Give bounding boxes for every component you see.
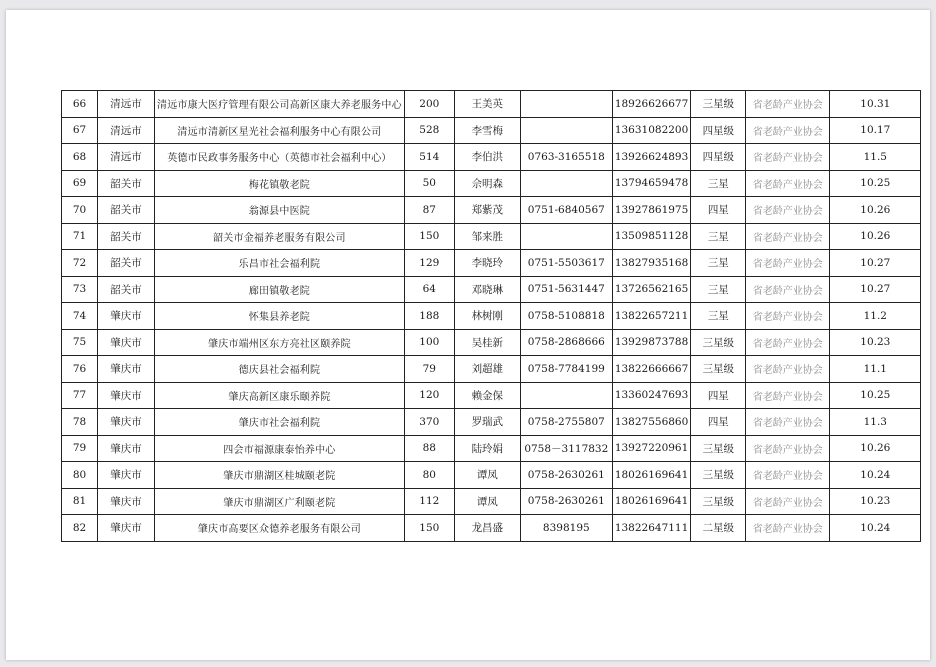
table-row: [62, 329, 921, 356]
mobile-cell: 13509851128: [612, 223, 691, 250]
contact-person-cell: 邓晓琳: [454, 276, 520, 303]
landline-cell: 0751-5503617: [520, 250, 612, 277]
star-rating-cell: 四星级: [691, 144, 746, 171]
city-cell: 肇庆市: [98, 488, 155, 515]
date-cell: 10.27: [830, 250, 921, 277]
contact-person-cell: 李雪梅: [454, 117, 520, 144]
star-rating-cell: 三星级: [691, 435, 746, 462]
facility-name-cell: 廊田镇敬老院: [155, 276, 405, 303]
row-number: 81: [62, 488, 98, 515]
table-row: [62, 223, 921, 250]
facility-rating-table: [61, 90, 921, 542]
star-rating-cell: 三星: [691, 170, 746, 197]
landline-cell: [520, 170, 612, 197]
mobile-cell: 13927861975: [612, 197, 691, 224]
mobile-cell: 13726562165: [612, 276, 691, 303]
city-cell: 肇庆市: [98, 382, 155, 409]
star-rating-cell: 二星级: [691, 515, 746, 542]
star-rating-cell: 三星级: [691, 91, 746, 118]
mobile-cell: 18026169641: [612, 488, 691, 515]
date-cell: 10.25: [830, 382, 921, 409]
mobile-cell: 13822657211: [612, 303, 691, 330]
date-cell: 10.26: [830, 197, 921, 224]
contact-person-cell: 佘明森: [454, 170, 520, 197]
landline-cell: 0758-5108818: [520, 303, 612, 330]
row-number: 80: [62, 462, 98, 489]
bed-count-cell: 120: [404, 382, 454, 409]
date-cell: 11.5: [830, 144, 921, 171]
row-number: 73: [62, 276, 98, 303]
date-cell: 10.31: [830, 91, 921, 118]
assessing-org-cell: 省老龄产业协会: [746, 91, 830, 118]
bed-count-cell: 129: [404, 250, 454, 277]
row-number: 77: [62, 382, 98, 409]
contact-person-cell: 林树刚: [454, 303, 520, 330]
bed-count-cell: 88: [404, 435, 454, 462]
star-rating-cell: 三星: [691, 303, 746, 330]
facility-name-cell: 清远市清新区星光社会福利服务中心有限公司: [155, 117, 405, 144]
contact-person-cell: 谭凤: [454, 488, 520, 515]
document-page: [6, 10, 930, 660]
contact-person-cell: 谭凤: [454, 462, 520, 489]
table-row: [62, 409, 921, 436]
city-cell: 肇庆市: [98, 409, 155, 436]
star-rating-cell: 三星级: [691, 329, 746, 356]
row-number: 78: [62, 409, 98, 436]
row-number: 67: [62, 117, 98, 144]
contact-person-cell: 刘超雄: [454, 356, 520, 383]
contact-person-cell: 郑紫茂: [454, 197, 520, 224]
bed-count-cell: 150: [404, 515, 454, 542]
landline-cell: 0758-2630261: [520, 488, 612, 515]
city-cell: 肇庆市: [98, 515, 155, 542]
row-number: 68: [62, 144, 98, 171]
assessing-org-cell: 省老龄产业协会: [746, 144, 830, 171]
bed-count-cell: 50: [404, 170, 454, 197]
facility-name-cell: 肇庆市端州区东方亮社区颐养院: [155, 329, 405, 356]
star-rating-cell: 三星级: [691, 488, 746, 515]
assessing-org-cell: 省老龄产业协会: [746, 435, 830, 462]
table-row: [62, 117, 921, 144]
landline-cell: [520, 223, 612, 250]
bed-count-cell: 87: [404, 197, 454, 224]
row-number: 74: [62, 303, 98, 330]
table-row: [62, 303, 921, 330]
assessing-org-cell: 省老龄产业协会: [746, 515, 830, 542]
assessing-org-cell: 省老龄产业协会: [746, 356, 830, 383]
table-row: [62, 197, 921, 224]
row-number: 75: [62, 329, 98, 356]
assessing-org-cell: 省老龄产业协会: [746, 117, 830, 144]
date-cell: 10.17: [830, 117, 921, 144]
bed-count-cell: 514: [404, 144, 454, 171]
contact-person-cell: 赖金保: [454, 382, 520, 409]
city-cell: 肇庆市: [98, 435, 155, 462]
facility-name-cell: 清远市康大医疗管理有限公司高新区康大养老服务中心: [155, 91, 405, 118]
contact-person-cell: 李伯洪: [454, 144, 520, 171]
landline-cell: [520, 382, 612, 409]
row-number: 76: [62, 356, 98, 383]
assessing-org-cell: 省老龄产业协会: [746, 488, 830, 515]
contact-person-cell: 罗瑞武: [454, 409, 520, 436]
table-row: [62, 276, 921, 303]
table-row: [62, 144, 921, 171]
facility-name-cell: 肇庆高新区康乐颐养院: [155, 382, 405, 409]
city-cell: 清远市: [98, 117, 155, 144]
landline-cell: 0758-2630261: [520, 462, 612, 489]
mobile-cell: 13929873788: [612, 329, 691, 356]
date-cell: 11.2: [830, 303, 921, 330]
facility-name-cell: 四会市福源康泰怡养中心: [155, 435, 405, 462]
date-cell: 10.25: [830, 170, 921, 197]
facility-name-cell: 怀集县养老院: [155, 303, 405, 330]
mobile-cell: 13927220961: [612, 435, 691, 462]
facility-name-cell: 翁源县中医院: [155, 197, 405, 224]
facility-name-cell: 肇庆市高要区众德养老服务有限公司: [155, 515, 405, 542]
date-cell: 10.26: [830, 223, 921, 250]
star-rating-cell: 四星: [691, 409, 746, 436]
mobile-cell: 13360247693: [612, 382, 691, 409]
assessing-org-cell: 省老龄产业协会: [746, 250, 830, 277]
city-cell: 肇庆市: [98, 356, 155, 383]
row-number: 70: [62, 197, 98, 224]
star-rating-cell: 三星: [691, 223, 746, 250]
city-cell: 韶关市: [98, 170, 155, 197]
mobile-cell: 18026169641: [612, 462, 691, 489]
table-row: [62, 515, 921, 542]
landline-cell: [520, 117, 612, 144]
bed-count-cell: 200: [404, 91, 454, 118]
contact-person-cell: 李晓玲: [454, 250, 520, 277]
bed-count-cell: 188: [404, 303, 454, 330]
contact-person-cell: 王美英: [454, 91, 520, 118]
date-cell: 10.24: [830, 515, 921, 542]
star-rating-cell: 三星级: [691, 462, 746, 489]
date-cell: 11.1: [830, 356, 921, 383]
assessing-org-cell: 省老龄产业协会: [746, 223, 830, 250]
facility-name-cell: 梅花镇敬老院: [155, 170, 405, 197]
table-row: [62, 488, 921, 515]
city-cell: 韶关市: [98, 276, 155, 303]
landline-cell: 0758-2755807: [520, 409, 612, 436]
table-row: [62, 170, 921, 197]
table-row: [62, 435, 921, 462]
date-cell: 10.24: [830, 462, 921, 489]
assessing-org-cell: 省老龄产业协会: [746, 303, 830, 330]
assessing-org-cell: 省老龄产业协会: [746, 462, 830, 489]
bed-count-cell: 528: [404, 117, 454, 144]
star-rating-cell: 三星: [691, 250, 746, 277]
city-cell: 韶关市: [98, 223, 155, 250]
mobile-cell: 13631082200: [612, 117, 691, 144]
assessing-org-cell: 省老龄产业协会: [746, 329, 830, 356]
city-cell: 韶关市: [98, 197, 155, 224]
bed-count-cell: 79: [404, 356, 454, 383]
row-number: 69: [62, 170, 98, 197]
landline-cell: 0758-2868666: [520, 329, 612, 356]
star-rating-cell: 四星级: [691, 117, 746, 144]
row-number: 72: [62, 250, 98, 277]
star-rating-cell: 三星级: [691, 356, 746, 383]
mobile-cell: 18926626677: [612, 91, 691, 118]
row-number: 71: [62, 223, 98, 250]
facility-name-cell: 德庆县社会福利院: [155, 356, 405, 383]
bed-count-cell: 100: [404, 329, 454, 356]
landline-cell: 0763-3165518: [520, 144, 612, 171]
facility-name-cell: 肇庆市鼎湖区广利颐老院: [155, 488, 405, 515]
star-rating-cell: 三星: [691, 276, 746, 303]
mobile-cell: 13822647111: [612, 515, 691, 542]
bed-count-cell: 150: [404, 223, 454, 250]
star-rating-cell: 四星: [691, 197, 746, 224]
table-row: [62, 462, 921, 489]
landline-cell: 8398195: [520, 515, 612, 542]
contact-person-cell: 邹来胜: [454, 223, 520, 250]
mobile-cell: 13827935168: [612, 250, 691, 277]
assessing-org-cell: 省老龄产业协会: [746, 197, 830, 224]
landline-cell: 0751-6840567: [520, 197, 612, 224]
city-cell: 韶关市: [98, 250, 155, 277]
date-cell: 10.27: [830, 276, 921, 303]
assessing-org-cell: 省老龄产业协会: [746, 170, 830, 197]
table-row: [62, 91, 921, 118]
bed-count-cell: 80: [404, 462, 454, 489]
date-cell: 10.26: [830, 435, 921, 462]
landline-cell: [520, 91, 612, 118]
table-row: [62, 356, 921, 383]
table-body: [62, 91, 921, 542]
date-cell: 10.23: [830, 488, 921, 515]
mobile-cell: 13822666667: [612, 356, 691, 383]
landline-cell: 0758-7784199: [520, 356, 612, 383]
bed-count-cell: 64: [404, 276, 454, 303]
bed-count-cell: 370: [404, 409, 454, 436]
assessing-org-cell: 省老龄产业协会: [746, 276, 830, 303]
row-number: 66: [62, 91, 98, 118]
contact-person-cell: 龙昌盛: [454, 515, 520, 542]
row-number: 79: [62, 435, 98, 462]
city-cell: 清远市: [98, 91, 155, 118]
mobile-cell: 13794659478: [612, 170, 691, 197]
facility-name-cell: 肇庆市社会福利院: [155, 409, 405, 436]
mobile-cell: 13926624893: [612, 144, 691, 171]
facility-name-cell: 韶关市金福养老服务有限公司: [155, 223, 405, 250]
bed-count-cell: 112: [404, 488, 454, 515]
table-row: [62, 382, 921, 409]
landline-cell: 0751-5631447: [520, 276, 612, 303]
facility-name-cell: 肇庆市鼎湖区桂城颐老院: [155, 462, 405, 489]
city-cell: 肇庆市: [98, 462, 155, 489]
contact-person-cell: 陆玲娟: [454, 435, 520, 462]
city-cell: 清远市: [98, 144, 155, 171]
landline-cell: 0758－3117832: [520, 435, 612, 462]
facility-name-cell: 英德市民政事务服务中心（英德市社会福利中心）: [155, 144, 405, 171]
date-cell: 11.3: [830, 409, 921, 436]
star-rating-cell: 四星: [691, 382, 746, 409]
row-number: 82: [62, 515, 98, 542]
city-cell: 肇庆市: [98, 329, 155, 356]
city-cell: 肇庆市: [98, 303, 155, 330]
facility-name-cell: 乐昌市社会福利院: [155, 250, 405, 277]
table-row: [62, 250, 921, 277]
assessing-org-cell: 省老龄产业协会: [746, 409, 830, 436]
assessing-org-cell: 省老龄产业协会: [746, 382, 830, 409]
mobile-cell: 13827556860: [612, 409, 691, 436]
contact-person-cell: 吴桂新: [454, 329, 520, 356]
date-cell: 10.23: [830, 329, 921, 356]
